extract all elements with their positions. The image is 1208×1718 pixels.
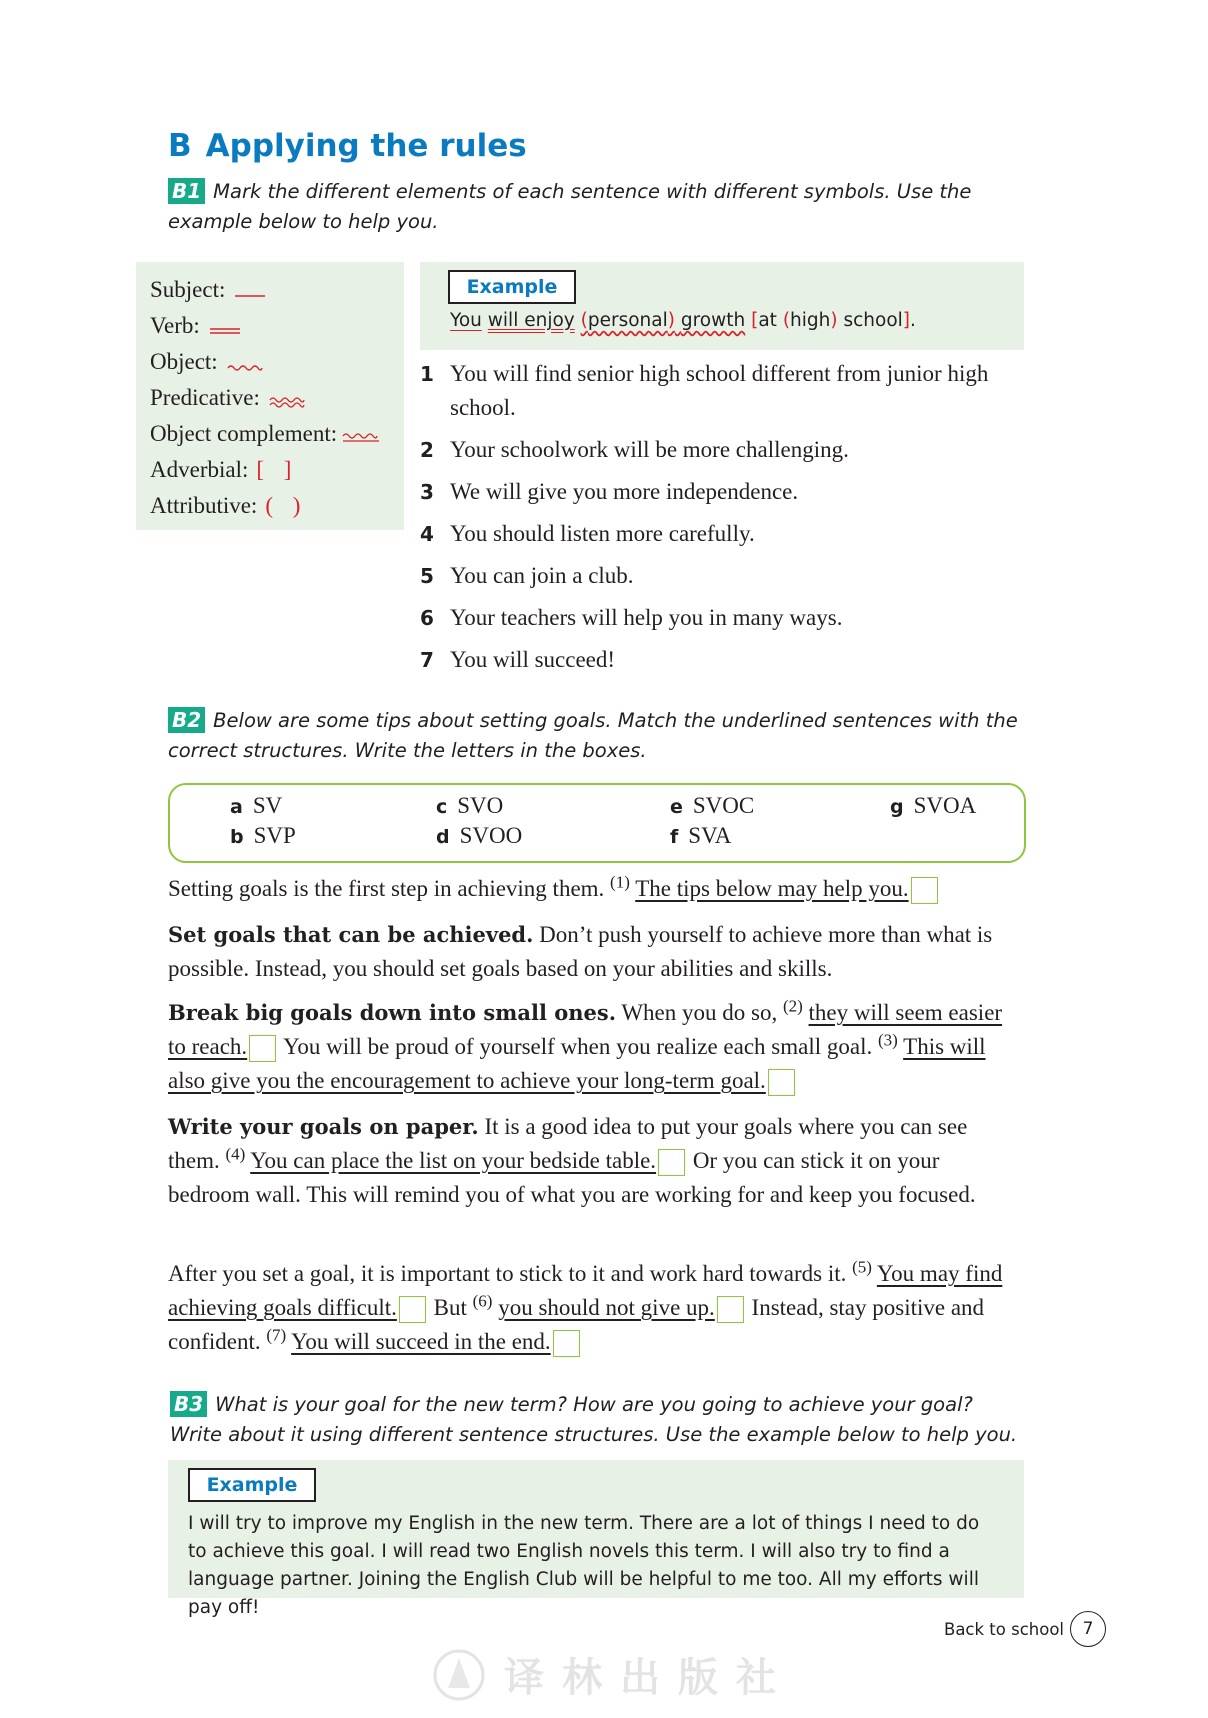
underlined-sentence: You may find achieving goals difficult.	[168, 1261, 1003, 1320]
answer-box[interactable]	[717, 1296, 744, 1323]
double-underline-symbol	[208, 316, 242, 336]
item-number: 5	[420, 564, 434, 588]
sentence-number: (7)	[266, 1325, 287, 1345]
structure-option	[670, 823, 731, 849]
list-item	[420, 433, 1010, 467]
item-number: 4	[420, 522, 434, 546]
structure-letter: e	[670, 796, 683, 818]
answer-box[interactable]	[249, 1035, 276, 1062]
example-attributive: personal	[587, 310, 668, 331]
structure-option	[436, 793, 503, 819]
b2-paragraph-2	[168, 918, 1018, 986]
sentence-number: (1)	[610, 872, 630, 892]
answer-box[interactable]	[399, 1296, 426, 1323]
b1-sentence-list	[420, 357, 1010, 685]
legend-label: Verb:	[150, 313, 200, 338]
structures-box	[168, 783, 1026, 863]
answer-box[interactable]	[768, 1069, 795, 1096]
double-wavy-underline-symbol	[268, 388, 308, 408]
para-text: Instead, stay positive and confident.	[168, 1295, 985, 1354]
paren: )	[667, 310, 675, 331]
wavy-over-line-symbol	[341, 424, 381, 444]
answer-box[interactable]	[553, 1330, 580, 1357]
legend-adverbial	[150, 452, 381, 488]
item-text: You will succeed!	[450, 647, 616, 672]
list-item	[420, 517, 1010, 551]
underlined-sentence: You can place the list on your bedside table.	[250, 1148, 657, 1173]
structure-option	[230, 793, 282, 819]
item-text: Your teachers will help you in many ways.	[450, 605, 843, 630]
sentence-number: (5)	[852, 1257, 872, 1277]
section-title	[168, 128, 527, 164]
underlined-sentence: The tips below may help you.	[635, 876, 909, 901]
legend-predicative	[150, 380, 381, 416]
item-number: 2	[420, 438, 434, 462]
footer-unit-title: Back to school	[944, 1620, 1065, 1639]
b2-instruction	[168, 706, 1034, 766]
b3-tag: B3	[170, 1391, 207, 1417]
structure-name: SVP	[253, 823, 296, 848]
legend-label: Object complement:	[150, 421, 338, 446]
example-object-phrase	[581, 310, 746, 331]
publisher-name: 译林出版社	[504, 1654, 794, 1701]
b3-instruction	[170, 1390, 1030, 1450]
sentence-number: (2)	[782, 996, 803, 1016]
list-item	[420, 559, 1010, 593]
structure-option	[436, 823, 522, 849]
section-title-text: Applying the rules	[205, 128, 527, 164]
structure-name: SVO	[457, 793, 504, 818]
structure-name: SVA	[688, 823, 732, 848]
answer-box[interactable]	[658, 1149, 685, 1176]
example-adverbial-end: school	[837, 310, 903, 331]
para-text: It is a good idea to put your goals where you can see them.	[168, 1114, 968, 1173]
underlined-sentence: You will succeed in the end.	[291, 1329, 551, 1354]
para-text: Or you can stick it on your bedroom wall. This will remind you of what you are working for and keep you focused.	[168, 1148, 976, 1207]
list-item	[420, 643, 1010, 677]
item-number: 6	[420, 606, 434, 630]
structure-letter: a	[230, 796, 243, 818]
example-object: growth	[680, 310, 746, 331]
b1-instruction	[168, 177, 1028, 237]
item-text: You should listen more carefully.	[450, 521, 755, 546]
item-number: 3	[420, 480, 434, 504]
b2-tag: B2	[168, 707, 205, 733]
structure-letter: b	[230, 826, 244, 848]
structure-letter: g	[890, 796, 904, 818]
para-text: Setting goals is the first step in achieving them.	[168, 876, 605, 901]
legend-object-complement	[150, 416, 381, 452]
sentence-number: (6)	[472, 1291, 493, 1311]
example-subject: You	[450, 310, 482, 331]
legend-label: Subject:	[150, 277, 226, 302]
structure-option	[670, 793, 754, 819]
example-badge: Example	[188, 1468, 316, 1502]
legend-label: Adverbial:	[150, 457, 249, 482]
example-adverbial: at	[758, 310, 783, 331]
b2-instruction-text: Below are some tips about setting goals. Match the underlined sentences with the correct structures. Write the letters in the boxes.	[168, 709, 1018, 762]
page-number: 7	[1070, 1611, 1106, 1647]
b2-paragraph-3	[168, 996, 1018, 1098]
structure-letter: d	[436, 826, 450, 848]
b1-instruction-text: Mark the different elements of each sentence with different symbols. Use the example below to help you.	[168, 180, 972, 233]
list-item	[420, 475, 1010, 509]
legend-label: Object:	[150, 349, 218, 374]
list-item	[420, 601, 1010, 635]
structure-letter: f	[670, 826, 679, 848]
item-number: 7	[420, 648, 434, 672]
publisher-watermark	[432, 1646, 794, 1703]
item-number: 1	[420, 362, 434, 386]
legend-object	[150, 344, 381, 380]
example-verb: will enjoy	[487, 310, 575, 331]
structure-name: SVOA	[913, 793, 977, 818]
b2-paragraph-5	[168, 1257, 1018, 1359]
symbol-legend-box	[136, 262, 404, 530]
item-text: You can join a club.	[450, 563, 634, 588]
item-text: You will find senior high school different from junior high school.	[450, 361, 989, 420]
example-attributive-2: high	[790, 310, 831, 331]
section-letter: B	[168, 128, 192, 164]
bracket: ]	[902, 310, 911, 331]
structure-option	[890, 793, 976, 819]
para-text: When you do so,	[616, 1000, 783, 1025]
legend-label: Attributive:	[150, 493, 258, 518]
structure-option	[230, 823, 296, 849]
single-underline-symbol	[233, 280, 267, 300]
tip-heading: Set goals that can be achieved.	[168, 922, 534, 947]
paren: )	[830, 310, 838, 331]
example-sentence	[450, 310, 916, 331]
list-item	[420, 357, 1010, 425]
underlined-sentence: they will seem easier to reach.	[168, 1000, 1003, 1059]
b1-example-box	[420, 262, 1024, 350]
para-text: Don’t push yourself to achieve more than what is possible. Instead, you should set goals based on your abilities and skills.	[168, 922, 993, 981]
answer-box[interactable]	[911, 877, 938, 904]
paren: (	[580, 310, 588, 331]
bracket-symbol: [ ]	[256, 457, 292, 482]
legend-subject	[150, 272, 381, 308]
b2-paragraph-1	[168, 872, 1018, 906]
underlined-sentence: This will also give you the encouragement to achieve your long-term goal.	[168, 1034, 986, 1093]
wavy-underline-symbol	[226, 352, 264, 372]
parenthesis-symbol: ( )	[265, 493, 301, 518]
example-badge: Example	[448, 270, 576, 304]
para-text: But	[427, 1295, 473, 1320]
tip-heading: Break big goals down into small ones.	[168, 1000, 617, 1025]
legend-verb	[150, 308, 381, 344]
example-paragraph: I will try to improve my English in the new term. There are a lot of things I need to do to achieve this goal. I will read two English novels this term. I will also try to find a language partner. Joining the English Club will be helpful to me too. All my efforts will pay off!	[188, 1513, 980, 1618]
bracket: [	[751, 310, 759, 331]
item-text: Your schoolwork will be more challenging.	[450, 437, 849, 462]
sentence-number: (4)	[225, 1144, 246, 1164]
para-text: You will be proud of yourself when you realize each small goal.	[278, 1034, 878, 1059]
structure-name: SVOO	[459, 823, 523, 848]
period: .	[910, 310, 916, 331]
sentence-number: (3)	[877, 1030, 898, 1050]
tip-heading: Write your goals on paper.	[168, 1114, 479, 1139]
publisher-logo-icon	[432, 1648, 486, 1702]
b1-tag: B1	[168, 178, 205, 204]
legend-attributive	[150, 488, 381, 524]
legend-label: Predicative:	[150, 385, 260, 410]
structure-letter: c	[436, 796, 448, 818]
structure-name: SV	[252, 793, 283, 818]
underlined-sentence: you should not give up.	[498, 1295, 715, 1320]
structure-name: SVOC	[692, 793, 755, 818]
b3-instruction-text: What is your goal for the new term? How are you going to achieve your goal? Write about it using different sentence structures. Use the example below to help you.	[170, 1393, 1018, 1446]
b2-paragraph-4	[168, 1110, 1018, 1212]
para-text: After you set a goal, it is important to stick to it and work hard towards it.	[168, 1261, 853, 1286]
paren: (	[782, 310, 791, 331]
item-text: We will give you more independence.	[450, 479, 799, 504]
b3-example-box	[168, 1460, 1024, 1618]
